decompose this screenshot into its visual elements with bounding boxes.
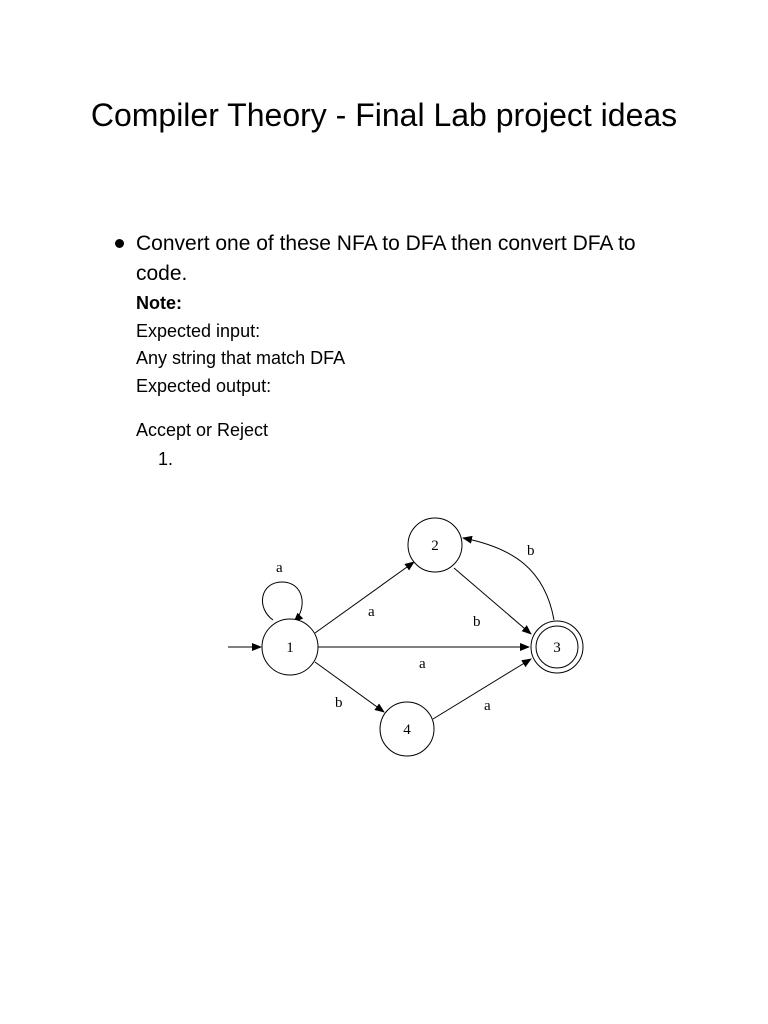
state-1	[262, 619, 318, 675]
edge-label-2-3: b	[473, 614, 481, 630]
edge-label-1-1: a	[276, 560, 283, 576]
expected-input-label: Expected input:	[136, 321, 261, 341]
task-description: Convert one of these NFA to DFA then convert DFA to code.	[136, 232, 636, 285]
edge-1-4	[315, 662, 384, 712]
edge-4-3	[433, 659, 531, 719]
note-label: Note:	[136, 293, 182, 313]
list-number: 1.	[158, 449, 174, 469]
expected-output-label: Expected output:	[136, 376, 272, 396]
state-2	[408, 518, 462, 572]
state-label-2: 2	[431, 538, 439, 554]
expected-input-value: Any string that match DFA	[136, 348, 346, 368]
bullet-dot	[115, 239, 124, 248]
edge-label-1-4: b	[335, 695, 343, 711]
state-label-4: 4	[403, 722, 411, 738]
edge-label-1-3: a	[419, 656, 426, 672]
edge-2-3	[454, 568, 531, 634]
edge-1-1	[262, 582, 302, 622]
edge-label-4-3: a	[484, 698, 491, 714]
state-label-3: 3	[553, 640, 561, 656]
expected-output-value: Accept or Reject	[136, 420, 269, 440]
state-label-1: 1	[286, 640, 294, 656]
edge-label-1-2: a	[368, 604, 375, 620]
nfa-diagram	[220, 500, 600, 770]
edge-1-2	[315, 562, 414, 633]
page-title: Compiler Theory - Final Lab project ideas	[90, 97, 678, 133]
edge-3-2	[463, 538, 554, 620]
state-4	[380, 702, 434, 756]
edge-label-3-2: b	[527, 543, 535, 559]
state-3-accepting	[531, 621, 583, 673]
